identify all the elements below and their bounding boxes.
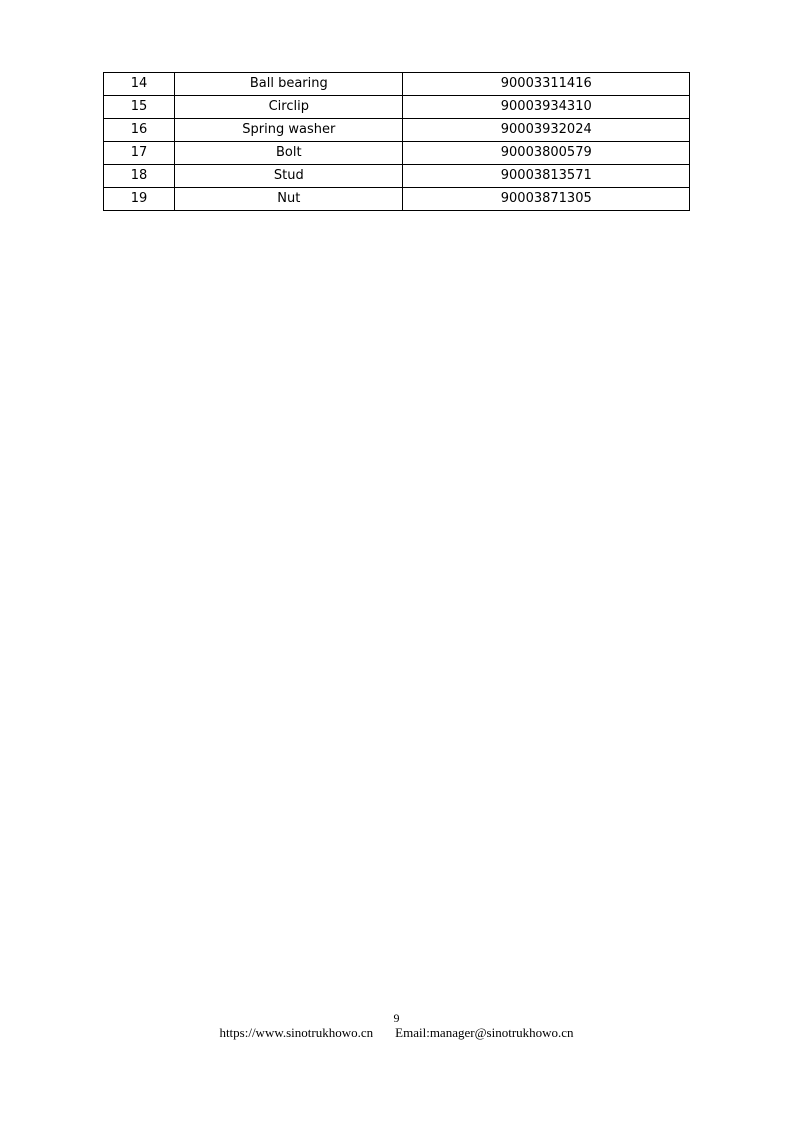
part-code: 90003934310 [403,96,690,119]
part-code: 90003800579 [403,142,690,165]
parts-table [103,72,690,211]
item-number: 16 [104,119,175,142]
part-name: Ball bearing [175,73,403,96]
item-number: 17 [104,142,175,165]
table-row [104,96,690,119]
part-name: Spring washer [175,119,403,142]
part-code: 90003813571 [403,165,690,188]
part-name: Nut [175,188,403,211]
page-footer [0,1025,793,1041]
table-row [104,188,690,211]
part-name: Circlip [175,96,403,119]
email-link[interactable]: Email:manager@sinotrukhowo.cn [395,1025,574,1040]
item-number: 14 [104,73,175,96]
table-row [104,165,690,188]
table-row [104,119,690,142]
part-code: 90003311416 [403,73,690,96]
part-name: Bolt [175,142,403,165]
part-code: 90003932024 [403,119,690,142]
page-number: 9 [393,1011,400,1025]
item-number: 18 [104,165,175,188]
item-number: 15 [104,96,175,119]
item-number: 19 [104,188,175,211]
table-row [104,142,690,165]
website-link[interactable]: https://www.sinotrukhowo.cn [219,1025,374,1040]
part-code: 90003871305 [403,188,690,211]
table-row [104,73,690,96]
part-name: Stud [175,165,403,188]
